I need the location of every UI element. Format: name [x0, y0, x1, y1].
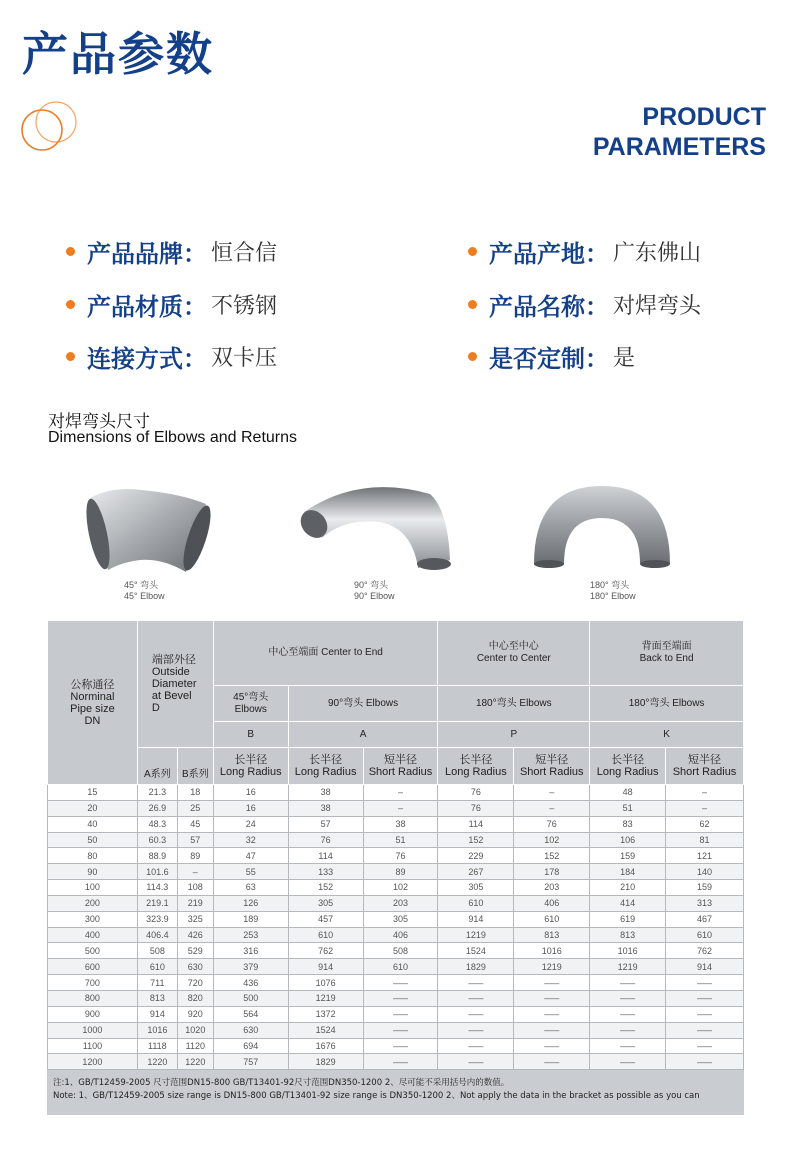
table-cell: 178 — [514, 864, 590, 880]
table-cell: ––– — [363, 990, 438, 1006]
note-en: Note: 1、GB/T12459-2005 size range is DN15-800 GB/T13401-92 size range is DN350-1200 2、Not apply the data in the bracket as possible as you can — [53, 1091, 700, 1101]
table-cell: ––– — [438, 1054, 514, 1070]
table-cell: 121 — [666, 848, 744, 864]
lr-en: Long Radius — [596, 766, 659, 778]
table-cell: 914 — [288, 959, 363, 975]
table-cell: 694 — [213, 1038, 288, 1054]
table-cell: 619 — [590, 911, 666, 927]
table-cell: 406 — [363, 927, 438, 943]
header-a-long-radius — [288, 748, 363, 785]
table-cell: 203 — [363, 895, 438, 911]
table-cell: 610 — [288, 927, 363, 943]
table-cell: 406.4 — [137, 927, 177, 943]
table-cell: 114 — [288, 848, 363, 864]
lr-en: Long Radius — [219, 766, 282, 778]
sr-en: Short Radius — [672, 766, 737, 778]
table-cell: ––– — [514, 990, 590, 1006]
table-cell: 51 — [590, 800, 666, 816]
table-cell: 400 — [48, 927, 138, 943]
table-cell: 89 — [177, 848, 213, 864]
table-cell: 40 — [48, 816, 138, 832]
table-cell: – — [177, 864, 213, 880]
table-cell: – — [363, 800, 438, 816]
table-cell: 1016 — [590, 943, 666, 959]
param-label: 产品材质： — [87, 292, 207, 321]
table-cell: 184 — [590, 864, 666, 880]
header-k-short-radius — [666, 748, 744, 785]
elbow-180-en: 180° Elbow — [590, 591, 636, 601]
param-value: 双卡压 — [211, 345, 278, 371]
table-cell: 102 — [514, 832, 590, 848]
table-cell: – — [514, 800, 590, 816]
header-b: B — [213, 722, 288, 748]
header-k-long-radius — [590, 748, 666, 785]
table-cell: ––– — [666, 1006, 744, 1022]
table-cell: ––– — [514, 1006, 590, 1022]
table-cell: 140 — [666, 864, 744, 880]
param-label: 是否定制： — [489, 344, 609, 373]
table-cell: 203 — [514, 880, 590, 896]
table-cell: 32 — [213, 832, 288, 848]
note-cn: 注:1、GB/T12459-2005 尺寸范围DN15-800 GB/T13401-92尺寸范围DN350-1200 2、尽可能不采用括号内的数值。 — [53, 1078, 510, 1088]
dimensions-table-panel — [47, 620, 744, 1115]
table-cell: ––– — [666, 990, 744, 1006]
page-title-cn: 产品参数 — [22, 27, 214, 81]
table-cell: 21.3 — [137, 785, 177, 801]
table-cell: ––– — [590, 1006, 666, 1022]
table-cell: 62 — [666, 816, 744, 832]
table-cell: 1020 — [177, 1022, 213, 1038]
table-cell: 1829 — [438, 959, 514, 975]
table-cell: 80 — [48, 848, 138, 864]
table-row — [48, 975, 744, 991]
table-cell: 108 — [177, 880, 213, 896]
table-cell: 1676 — [288, 1038, 363, 1054]
table-cell: 76 — [363, 848, 438, 864]
table-cell: ––– — [363, 1006, 438, 1022]
table-cell: 1100 — [48, 1038, 138, 1054]
elbow-45-en: 45° Elbow — [124, 591, 165, 601]
table-cell: 720 — [177, 975, 213, 991]
table-notes — [53, 1077, 700, 1103]
table-cell: 133 — [288, 864, 363, 880]
elbow-90-cn: 90° 弯头 — [354, 580, 389, 590]
table-cell: 102 — [363, 880, 438, 896]
table-cell: 1219 — [288, 990, 363, 1006]
table-row — [48, 1022, 744, 1038]
table-cell: 48.3 — [137, 816, 177, 832]
elbow-180-cn: 180° 弯头 — [590, 580, 630, 590]
table-cell: 316 — [213, 943, 288, 959]
table-row — [48, 911, 744, 927]
table-row — [48, 895, 744, 911]
header-dn-cn: 公称通径 — [70, 678, 115, 691]
table-cell: ––– — [363, 975, 438, 991]
bullet-icon — [468, 247, 477, 256]
table-cell: 210 — [590, 880, 666, 896]
bullet-icon — [468, 300, 477, 309]
table-cell: ––– — [363, 1038, 438, 1054]
table-cell: ––– — [590, 990, 666, 1006]
table-cell: 610 — [363, 959, 438, 975]
table-cell: 313 — [666, 895, 744, 911]
header-dn — [48, 621, 138, 785]
header-dn-en1: Norminal — [70, 690, 115, 703]
table-row — [48, 927, 744, 943]
table-row — [48, 880, 744, 896]
dimensions-table — [47, 620, 744, 1070]
table-cell: ––– — [363, 1022, 438, 1038]
elbow-180-caption — [590, 580, 636, 602]
table-cell: ––– — [514, 1054, 590, 1070]
table-cell: 610 — [137, 959, 177, 975]
param-label: 产品产地： — [489, 239, 609, 268]
table-cell: 813 — [514, 927, 590, 943]
table-cell: 76 — [514, 816, 590, 832]
sr-cn: 短半径 — [383, 754, 417, 766]
table-cell: 159 — [590, 848, 666, 864]
table-cell: – — [666, 785, 744, 801]
param-connection — [66, 341, 277, 371]
table-cell: 219.1 — [137, 895, 177, 911]
table-cell: 414 — [590, 895, 666, 911]
table-cell: 564 — [213, 1006, 288, 1022]
table-cell: 1524 — [288, 1022, 363, 1038]
table-cell: 1220 — [177, 1054, 213, 1070]
table-cell: 1200 — [48, 1054, 138, 1070]
header-c2c-en: Center to Center — [476, 653, 551, 664]
table-cell: 762 — [666, 943, 744, 959]
param-value: 对焊弯头 — [613, 293, 702, 319]
table-cell: 1076 — [288, 975, 363, 991]
param-value: 是 — [613, 345, 636, 371]
elbow-45-image — [82, 484, 214, 576]
header-od-en1: Outside — [151, 666, 190, 678]
table-cell: 38 — [288, 800, 363, 816]
table-row — [48, 832, 744, 848]
table-cell: 600 — [48, 959, 138, 975]
table-cell: 16 — [213, 800, 288, 816]
elbow-45-caption — [124, 580, 165, 602]
table-cell: 820 — [177, 990, 213, 1006]
table-cell: 83 — [590, 816, 666, 832]
table-cell: 1219 — [438, 927, 514, 943]
table-cell: 813 — [137, 990, 177, 1006]
table-cell: 800 — [48, 990, 138, 1006]
param-origin — [468, 236, 701, 266]
table-cell: 813 — [590, 927, 666, 943]
param-brand — [66, 236, 277, 266]
table-row — [48, 800, 744, 816]
table-cell: 50 — [48, 832, 138, 848]
table-cell: 100 — [48, 880, 138, 896]
table-cell: 253 — [213, 927, 288, 943]
table-cell: ––– — [514, 975, 590, 991]
table-cell: 51 — [363, 832, 438, 848]
table-cell: 467 — [666, 911, 744, 927]
table-cell: 325 — [177, 911, 213, 927]
table-cell: ––– — [514, 1022, 590, 1038]
table-cell: 508 — [363, 943, 438, 959]
table-cell: ––– — [438, 1006, 514, 1022]
table-cell: 711 — [137, 975, 177, 991]
elbow-90-en: 90° Elbow — [354, 591, 395, 601]
header-back-to-end — [590, 621, 744, 686]
table-cell: 159 — [666, 880, 744, 896]
table-cell: 914 — [438, 911, 514, 927]
table-cell: 529 — [177, 943, 213, 959]
table-row — [48, 943, 744, 959]
table-cell: 101.6 — [137, 864, 177, 880]
sr-en: Short Radius — [368, 766, 433, 778]
header-b2e-cn: 背面至端面 — [641, 641, 692, 652]
table-cell: 20 — [48, 800, 138, 816]
table-cell: 1372 — [288, 1006, 363, 1022]
table-cell: 60.3 — [137, 832, 177, 848]
lr-en: Long Radius — [444, 766, 507, 778]
header-c2c-cn: 中心至中心 — [488, 641, 539, 652]
table-cell: 1219 — [514, 959, 590, 975]
table-cell: 26.9 — [137, 800, 177, 816]
table-cell: 300 — [48, 911, 138, 927]
header-a-series: A系列 — [137, 748, 177, 785]
header-90-elbows: 90°弯头 Elbows — [288, 686, 438, 722]
header-od-cn: 端部外径 — [151, 654, 196, 666]
table-cell: 305 — [363, 911, 438, 927]
header-b-series: B系列 — [177, 748, 213, 785]
table-cell: 114.3 — [137, 880, 177, 896]
header-row-4 — [48, 748, 744, 785]
table-row — [48, 1038, 744, 1054]
table-cell: ––– — [438, 990, 514, 1006]
table-cell: 1829 — [288, 1054, 363, 1070]
table-cell: ––– — [666, 1038, 744, 1054]
table-cell: ––– — [590, 1038, 666, 1054]
table-cell: 508 — [137, 943, 177, 959]
table-cell: ––– — [590, 1054, 666, 1070]
param-custom — [468, 341, 635, 371]
header-a-short-radius — [363, 748, 438, 785]
table-cell: 1120 — [177, 1038, 213, 1054]
bullet-icon — [468, 352, 477, 361]
elbow-180-image — [532, 484, 672, 568]
header-180-elbows-k: 180°弯头 Elbows — [590, 686, 744, 722]
table-cell: 24 — [213, 816, 288, 832]
table-cell: 426 — [177, 927, 213, 943]
table-cell: 1000 — [48, 1022, 138, 1038]
param-value: 广东佛山 — [613, 240, 702, 266]
lr-cn: 长半径 — [234, 754, 268, 766]
param-value: 不锈钢 — [211, 293, 278, 319]
table-cell: ––– — [666, 1022, 744, 1038]
table-cell: 76 — [438, 785, 514, 801]
table-cell: 219 — [177, 895, 213, 911]
param-label: 产品名称： — [489, 292, 609, 321]
table-cell: 305 — [438, 880, 514, 896]
table-cell: – — [666, 800, 744, 816]
table-cell: ––– — [363, 1054, 438, 1070]
table-cell: 38 — [288, 785, 363, 801]
table-cell: ––– — [666, 975, 744, 991]
table-cell: 16 — [213, 785, 288, 801]
table-cell: 762 — [288, 943, 363, 959]
table-cell: 436 — [213, 975, 288, 991]
table-cell: 914 — [137, 1006, 177, 1022]
table-cell: 200 — [48, 895, 138, 911]
table-cell: 500 — [213, 990, 288, 1006]
table-cell: 63 — [213, 880, 288, 896]
header-dn-en2: Pipe size — [70, 702, 115, 715]
table-cell: 57 — [177, 832, 213, 848]
header-p: P — [438, 722, 590, 748]
elbow-90-caption — [354, 580, 395, 602]
table-cell: 152 — [438, 832, 514, 848]
table-cell: 106 — [590, 832, 666, 848]
table-cell: 610 — [666, 927, 744, 943]
header-b2e-en: Back to End — [639, 653, 694, 664]
table-cell: ––– — [590, 975, 666, 991]
table-cell: 379 — [213, 959, 288, 975]
table-cell: 630 — [177, 959, 213, 975]
table-cell: 89 — [363, 864, 438, 880]
table-cell: 920 — [177, 1006, 213, 1022]
table-cell: 152 — [288, 880, 363, 896]
table-cell: 1524 — [438, 943, 514, 959]
header-p-long-radius — [438, 748, 514, 785]
bullet-icon — [66, 352, 75, 361]
header-b-long-radius — [213, 748, 288, 785]
table-cell: 57 — [288, 816, 363, 832]
table-cell: 47 — [213, 848, 288, 864]
table-cell: 25 — [177, 800, 213, 816]
table-row — [48, 785, 744, 801]
title-en-line2: PARAMETERS — [592, 133, 766, 161]
header-row-1 — [48, 621, 744, 686]
table-cell: 900 — [48, 1006, 138, 1022]
header-center-to-center — [438, 621, 590, 686]
table-cell: – — [514, 785, 590, 801]
table-cell: 45 — [177, 816, 213, 832]
table-row — [48, 1006, 744, 1022]
table-cell: 48 — [590, 785, 666, 801]
bullet-icon — [66, 300, 75, 309]
header-45-elbows: 45°弯头 Elbows — [213, 686, 288, 722]
header-dn-en3: DN — [84, 714, 101, 727]
table-row — [48, 990, 744, 1006]
table-cell: 1016 — [137, 1022, 177, 1038]
elbow-45-cn: 45° 弯头 — [124, 580, 159, 590]
table-cell: 406 — [514, 895, 590, 911]
table-cell: 1220 — [137, 1054, 177, 1070]
header-a: A — [288, 722, 438, 748]
lr-en: Long Radius — [294, 766, 357, 778]
table-cell: 152 — [514, 848, 590, 864]
table-cell: 81 — [666, 832, 744, 848]
table-cell: ––– — [438, 975, 514, 991]
table-cell: 229 — [438, 848, 514, 864]
param-product-name — [468, 289, 701, 319]
dimensions-title-en: Dimensions of Elbows and Returns — [48, 429, 298, 446]
table-cell: 90 — [48, 864, 138, 880]
elbow-90-image — [300, 480, 452, 572]
sr-cn: 短半径 — [688, 754, 722, 766]
table-cell: 76 — [438, 800, 514, 816]
table-cell: 757 — [213, 1054, 288, 1070]
param-value: 恒合信 — [211, 240, 278, 266]
param-material — [66, 289, 277, 319]
header-od-en3: at Bevel — [151, 690, 192, 702]
table-cell: 114 — [438, 816, 514, 832]
header-180-elbows-p: 180°弯头 Elbows — [438, 686, 590, 722]
table-cell: ––– — [666, 1054, 744, 1070]
table-cell: 189 — [213, 911, 288, 927]
param-label: 连接方式： — [87, 344, 207, 373]
table-row — [48, 816, 744, 832]
table-row — [48, 959, 744, 975]
table-cell: 305 — [288, 895, 363, 911]
lr-cn: 长半径 — [611, 754, 645, 766]
table-cell: 126 — [213, 895, 288, 911]
table-row — [48, 864, 744, 880]
table-cell: 610 — [514, 911, 590, 927]
page-title-en — [593, 102, 766, 162]
header-k: K — [590, 722, 744, 748]
table-row — [48, 1054, 744, 1070]
table-cell: 323.9 — [137, 911, 177, 927]
header-od-en4: D — [151, 702, 160, 714]
table-cell: ––– — [590, 1022, 666, 1038]
table-cell: 700 — [48, 975, 138, 991]
header-od — [137, 621, 213, 748]
table-cell: 630 — [213, 1022, 288, 1038]
dimensions-title-cn: 对焊弯头尺寸 — [48, 412, 150, 432]
header-od-en2: Diameter — [151, 678, 197, 690]
table-cell: 914 — [666, 959, 744, 975]
table-cell: ––– — [438, 1038, 514, 1054]
table-cell: 1016 — [514, 943, 590, 959]
table-cell: 76 — [288, 832, 363, 848]
decorative-circles-icon — [20, 100, 84, 160]
lr-cn: 长半径 — [459, 754, 493, 766]
table-cell: 55 — [213, 864, 288, 880]
table-cell: 267 — [438, 864, 514, 880]
header-center-to-end: 中心至端面 Center to End — [213, 621, 438, 686]
table-cell: 610 — [438, 895, 514, 911]
table-cell: 1118 — [137, 1038, 177, 1054]
table-cell: 500 — [48, 943, 138, 959]
table-cell: 18 — [177, 785, 213, 801]
table-cell: 88.9 — [137, 848, 177, 864]
lr-cn: 长半径 — [309, 754, 343, 766]
table-cell: – — [363, 785, 438, 801]
table-cell: ––– — [514, 1038, 590, 1054]
table-cell: 15 — [48, 785, 138, 801]
sr-en: Short Radius — [519, 766, 584, 778]
title-en-line1: PRODUCT — [642, 103, 766, 131]
table-row — [48, 848, 744, 864]
header-p-short-radius — [514, 748, 590, 785]
table-cell: 1219 — [590, 959, 666, 975]
sr-cn: 短半径 — [535, 754, 569, 766]
table-cell: ––– — [438, 1022, 514, 1038]
bullet-icon — [66, 247, 75, 256]
table-cell: 38 — [363, 816, 438, 832]
table-cell: 457 — [288, 911, 363, 927]
param-label: 产品品牌： — [87, 239, 207, 268]
table-body — [48, 785, 744, 1070]
